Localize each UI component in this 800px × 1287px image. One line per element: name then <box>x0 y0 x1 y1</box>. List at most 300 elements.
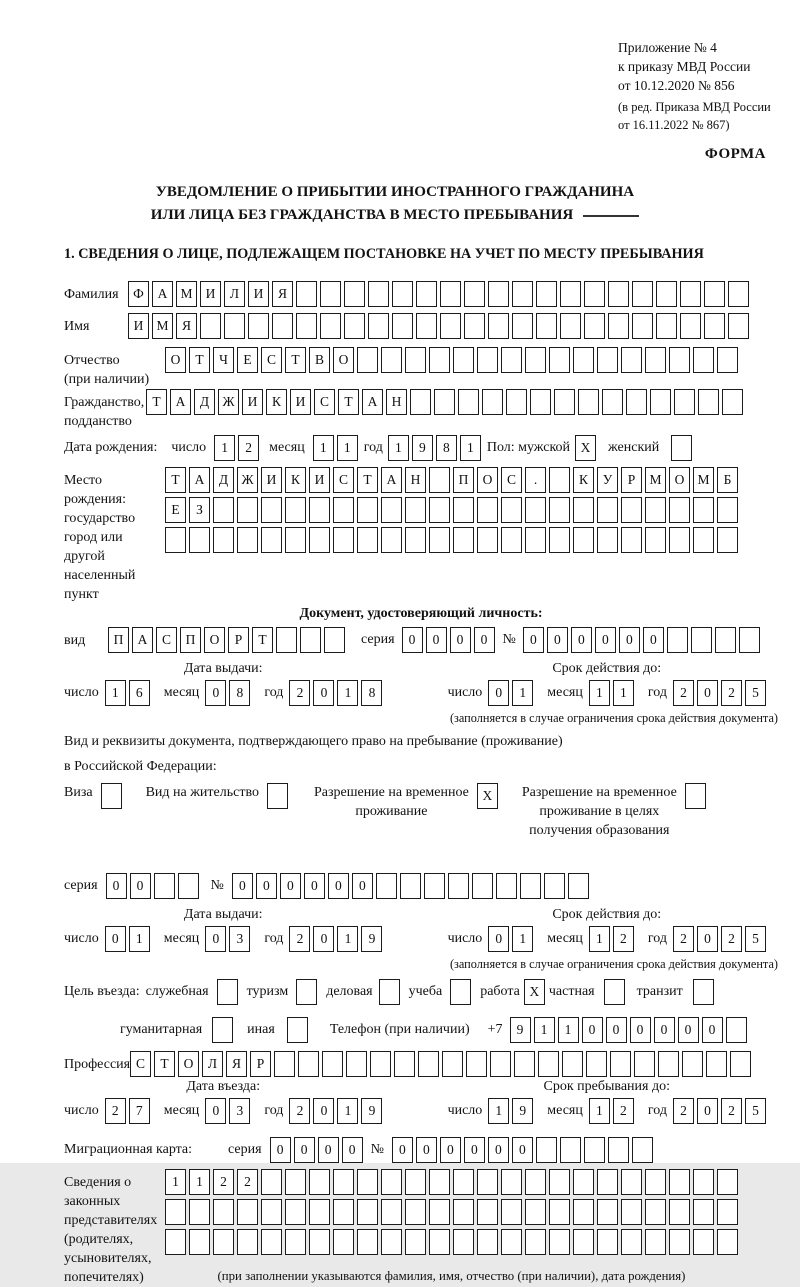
char-cell <box>549 347 570 373</box>
field-citizenship <box>64 389 778 431</box>
field-birth-date <box>64 433 778 463</box>
char-cell <box>322 1051 343 1077</box>
char-cell: . <box>525 467 546 493</box>
form-title <box>40 181 750 227</box>
char-cell <box>381 497 402 523</box>
char-cell: 0 <box>474 627 495 653</box>
char-cell: 0 <box>294 1137 315 1163</box>
char-cell: Д <box>194 389 215 415</box>
char-cell <box>578 389 599 415</box>
res-expiry-col: Срок действия до: число 0 1 месяц 1 2 год 2 0 2 5 <box>448 907 766 977</box>
char-cell: С <box>314 389 335 415</box>
char-cell <box>285 527 306 553</box>
char-cell: 1 <box>337 926 358 952</box>
char-cell <box>381 527 402 553</box>
char-cell: 1 <box>337 680 358 706</box>
char-cell: Е <box>237 347 258 373</box>
char-cell: О <box>165 347 186 373</box>
residence-doc-dates <box>64 907 778 977</box>
char-cell: И <box>309 467 330 493</box>
char-cell <box>645 1169 666 1195</box>
char-cell: 1 <box>313 435 334 461</box>
char-cell: С <box>156 627 177 653</box>
purpose-other-label: иная <box>247 1022 275 1037</box>
char-cell <box>645 497 666 523</box>
char-cell <box>584 281 605 307</box>
char-cell: 0 <box>106 873 127 899</box>
char-cell <box>267 783 288 809</box>
order-date-line: от 10.12.2020 № 856 <box>618 78 735 93</box>
birth-month-cells <box>313 435 358 461</box>
char-cell: 0 <box>105 926 126 952</box>
char-cell: Н <box>405 467 426 493</box>
char-cell <box>597 347 618 373</box>
sex-label: Пол: мужской <box>486 440 571 455</box>
char-cell <box>410 389 431 415</box>
res-number-label: № <box>210 878 224 893</box>
char-cell <box>501 1169 522 1195</box>
char-cell <box>448 873 469 899</box>
char-cell <box>261 1229 282 1255</box>
char-cell <box>442 1051 463 1077</box>
char-cell: 1 <box>512 926 533 952</box>
char-cell <box>248 313 269 339</box>
char-cell: С <box>333 467 354 493</box>
char-cell <box>458 389 479 415</box>
char-cell: 0 <box>643 627 664 653</box>
char-cell <box>298 1051 319 1077</box>
sex-male-checkbox <box>575 435 596 461</box>
char-cell <box>285 497 306 523</box>
char-cell: 0 <box>313 680 334 706</box>
res-number-cells <box>232 873 589 899</box>
char-cell: Т <box>338 389 359 415</box>
char-cell <box>562 1051 583 1077</box>
char-cell <box>344 281 365 307</box>
char-cell <box>477 1199 498 1225</box>
char-cell <box>717 497 738 523</box>
char-cell <box>632 1137 653 1163</box>
char-cell: 6 <box>129 680 150 706</box>
char-cell <box>586 1051 607 1077</box>
char-cell: 1 <box>534 1017 555 1043</box>
char-cell: Я <box>176 313 197 339</box>
char-cell: М <box>693 467 714 493</box>
char-cell: М <box>152 313 173 339</box>
char-cell <box>237 1229 258 1255</box>
title-blank-line <box>583 215 639 217</box>
char-cell <box>477 1169 498 1195</box>
char-cell <box>512 281 533 307</box>
char-cell <box>400 873 421 899</box>
char-cell <box>453 497 474 523</box>
char-cell <box>217 979 238 1005</box>
char-cell <box>357 1169 378 1195</box>
char-cell: Т <box>285 347 306 373</box>
char-cell <box>309 1169 330 1195</box>
char-cell <box>488 281 509 307</box>
char-cell <box>285 1169 306 1195</box>
char-cell <box>213 527 234 553</box>
char-cell <box>392 313 413 339</box>
phone-prefix: +7 <box>487 1022 503 1037</box>
char-cell <box>717 1199 738 1225</box>
char-cell <box>178 873 199 899</box>
purpose-study-checkbox <box>450 979 471 1005</box>
char-cell: А <box>132 627 153 653</box>
char-cell <box>165 1229 186 1255</box>
char-cell: З <box>189 497 210 523</box>
char-cell <box>669 527 690 553</box>
char-cell <box>429 467 450 493</box>
issue-heading: Дата выдачи: <box>183 661 263 676</box>
stay-year-cells <box>673 1098 766 1124</box>
char-cell: 2 <box>673 926 694 952</box>
day-label: число <box>171 440 207 455</box>
char-cell: 2 <box>289 680 310 706</box>
char-cell: Б <box>717 467 738 493</box>
char-cell: 1 <box>214 435 235 461</box>
profession-cells <box>130 1051 751 1077</box>
char-cell: 1 <box>589 680 610 706</box>
char-cell: И <box>128 313 149 339</box>
char-cell: П <box>453 467 474 493</box>
char-cell: А <box>362 389 383 415</box>
char-cell <box>693 1199 714 1225</box>
representatives-label: Сведения о законных представителях (родителях, усыновителях, попечителях) <box>64 1175 158 1285</box>
char-cell <box>549 1229 570 1255</box>
char-cell <box>344 313 365 339</box>
char-cell <box>554 389 575 415</box>
doc-number-cells <box>523 627 760 653</box>
char-cell <box>573 1169 594 1195</box>
char-cell <box>418 1051 439 1077</box>
char-cell <box>525 527 546 553</box>
char-cell: 0 <box>512 1137 533 1163</box>
char-cell <box>597 497 618 523</box>
char-cell: 1 <box>337 1098 358 1124</box>
char-cell <box>261 1169 282 1195</box>
char-cell: Я <box>226 1051 247 1077</box>
char-cell: 0 <box>547 627 568 653</box>
char-cell <box>370 1051 391 1077</box>
char-cell: 7 <box>129 1098 150 1124</box>
char-cell <box>213 1229 234 1255</box>
char-cell <box>453 347 474 373</box>
char-cell: 1 <box>105 680 126 706</box>
char-cell <box>472 873 493 899</box>
char-cell: 9 <box>361 926 382 952</box>
representatives-row2-cells <box>165 1199 738 1225</box>
char-cell: К <box>285 467 306 493</box>
purpose-business-checkbox <box>379 979 400 1005</box>
char-cell <box>691 627 712 653</box>
issue-year-cells <box>289 680 382 706</box>
char-cell <box>429 1169 450 1195</box>
char-cell: 2 <box>213 1169 234 1195</box>
char-cell: 2 <box>289 1098 310 1124</box>
char-cell <box>333 1169 354 1195</box>
char-cell <box>274 1051 295 1077</box>
char-cell: С <box>501 467 522 493</box>
char-cell: 2 <box>237 1169 258 1195</box>
birthplace-label: Место рождения: государство город или другой населенный пункт <box>64 473 136 602</box>
char-cell: К <box>266 389 287 415</box>
stay-month-cells <box>589 1098 634 1124</box>
purpose-study-label: учеба <box>408 984 443 999</box>
res-expiry-heading: Срок действия до: <box>552 907 662 922</box>
field-patronymic <box>64 347 778 389</box>
migration-card-label: Миграционная карта: <box>64 1142 193 1157</box>
char-cell: X <box>524 979 545 1005</box>
res-issue-month-cells <box>205 926 250 952</box>
purpose-private-checkbox <box>604 979 625 1005</box>
char-cell <box>512 313 533 339</box>
residence-intro-2: в Российской Федерации: <box>64 759 217 774</box>
char-cell: 2 <box>238 435 259 461</box>
char-cell <box>324 627 345 653</box>
char-cell: 1 <box>512 680 533 706</box>
char-cell <box>525 1199 546 1225</box>
option-residence-permit: Вид на жительство <box>146 783 288 809</box>
char-cell <box>346 1051 367 1077</box>
char-cell: Т <box>165 467 186 493</box>
char-cell <box>584 313 605 339</box>
char-cell: И <box>200 281 221 307</box>
char-cell <box>560 1137 581 1163</box>
char-cell <box>525 497 546 523</box>
char-cell: 0 <box>440 1137 461 1163</box>
char-cell: 0 <box>595 627 616 653</box>
char-cell <box>645 347 666 373</box>
char-cell <box>715 627 736 653</box>
char-cell <box>477 1229 498 1255</box>
surname-cells <box>128 281 749 307</box>
char-cell <box>634 1051 655 1077</box>
char-cell <box>405 1229 426 1255</box>
purpose-work-label: работа <box>480 984 520 999</box>
expiry-month-cells <box>589 680 634 706</box>
char-cell <box>261 497 282 523</box>
char-cell: Л <box>224 281 245 307</box>
purpose-work-checkbox <box>524 979 545 1005</box>
char-cell <box>309 527 330 553</box>
char-cell <box>722 389 743 415</box>
res-expiry-year-cells <box>673 926 766 952</box>
char-cell <box>621 497 642 523</box>
field-profession <box>64 1051 778 1077</box>
char-cell <box>693 1169 714 1195</box>
char-cell: 0 <box>328 873 349 899</box>
char-cell <box>650 389 671 415</box>
char-cell <box>506 389 527 415</box>
char-cell <box>405 1199 426 1225</box>
char-cell: 2 <box>613 926 634 952</box>
char-cell: 0 <box>697 680 718 706</box>
char-cell: 2 <box>721 1098 742 1124</box>
purpose-official-label: служебная <box>145 984 209 999</box>
char-cell: 2 <box>613 1098 634 1124</box>
birthplace-cells-rows <box>165 467 738 553</box>
entry-year-cells <box>289 1098 382 1124</box>
char-cell <box>525 347 546 373</box>
char-cell <box>573 347 594 373</box>
residence-doc-series-row <box>64 871 778 901</box>
edu-residence-checkbox <box>685 783 706 809</box>
forma-label: ФОРМА <box>704 146 766 162</box>
field-name <box>64 313 778 339</box>
char-cell <box>405 527 426 553</box>
char-cell <box>424 873 445 899</box>
char-cell: М <box>645 467 666 493</box>
entry-month-cells <box>205 1098 250 1124</box>
representatives-row1-cells <box>165 1169 738 1195</box>
name-label: Имя <box>64 319 90 334</box>
char-cell <box>357 497 378 523</box>
char-cell <box>237 527 258 553</box>
char-cell <box>101 783 122 809</box>
char-cell <box>669 1169 690 1195</box>
char-cell <box>698 389 719 415</box>
char-cell <box>626 389 647 415</box>
char-cell: Р <box>250 1051 271 1077</box>
patronymic-label: Отчество (при наличии) <box>64 353 150 387</box>
char-cell <box>333 527 354 553</box>
char-cell: 8 <box>361 680 382 706</box>
char-cell: 3 <box>229 1098 250 1124</box>
identity-expiry-col: Срок действия до: число 0 1 месяц 1 1 год 2 0 2 5 <box>448 661 766 729</box>
sex-female-checkbox <box>671 435 692 461</box>
char-cell: 0 <box>426 627 447 653</box>
char-cell <box>488 313 509 339</box>
char-cell <box>224 313 245 339</box>
char-cell <box>189 1229 210 1255</box>
char-cell <box>296 281 317 307</box>
char-cell: 0 <box>654 1017 675 1043</box>
char-cell <box>368 313 389 339</box>
char-cell <box>608 281 629 307</box>
char-cell: С <box>130 1051 151 1077</box>
doc-series-cells <box>402 627 495 653</box>
char-cell <box>536 1137 557 1163</box>
char-cell: В <box>309 347 330 373</box>
char-cell <box>272 313 293 339</box>
char-cell <box>429 347 450 373</box>
char-cell <box>560 313 581 339</box>
char-cell: О <box>333 347 354 373</box>
char-cell: П <box>180 627 201 653</box>
char-cell <box>285 1229 306 1255</box>
stay-until-col: Срок пребывания до: число 1 9 месяц 1 2 год 2 0 2 5 <box>448 1079 766 1131</box>
char-cell <box>357 1229 378 1255</box>
char-cell <box>440 313 461 339</box>
char-cell <box>568 873 589 899</box>
char-cell: О <box>204 627 225 653</box>
char-cell: 1 <box>129 926 150 952</box>
char-cell <box>333 1229 354 1255</box>
res-series-label: серия <box>64 878 98 893</box>
char-cell <box>309 497 330 523</box>
char-cell <box>405 1169 426 1195</box>
char-cell <box>645 1229 666 1255</box>
char-cell <box>549 527 570 553</box>
char-cell <box>669 1229 690 1255</box>
char-cell <box>573 497 594 523</box>
char-cell: 0 <box>488 926 509 952</box>
birth-year-cells <box>388 435 481 461</box>
char-cell: 1 <box>589 1098 610 1124</box>
char-cell <box>632 313 653 339</box>
char-cell <box>621 1199 642 1225</box>
char-cell: 2 <box>105 1098 126 1124</box>
char-cell <box>597 1169 618 1195</box>
char-cell <box>200 313 221 339</box>
doc-number-label: № <box>502 632 516 647</box>
char-cell <box>693 497 714 523</box>
char-cell <box>693 979 714 1005</box>
char-cell <box>549 1169 570 1195</box>
char-cell: А <box>381 467 402 493</box>
char-cell: 0 <box>697 1098 718 1124</box>
char-cell <box>536 281 557 307</box>
char-cell <box>680 313 701 339</box>
char-cell: Л <box>202 1051 223 1077</box>
char-cell <box>621 1229 642 1255</box>
doc-series-label: серия <box>361 632 395 647</box>
char-cell <box>453 1169 474 1195</box>
char-cell <box>597 1199 618 1225</box>
char-cell: Я <box>272 281 293 307</box>
char-cell <box>213 497 234 523</box>
char-cell <box>717 527 738 553</box>
char-cell: И <box>242 389 263 415</box>
mc-series-label: серия <box>228 1142 262 1157</box>
purpose-other-checkbox <box>287 1017 308 1043</box>
char-cell <box>189 1199 210 1225</box>
char-cell: 0 <box>270 1137 291 1163</box>
residence-doc-options <box>64 783 778 863</box>
char-cell: 0 <box>464 1137 485 1163</box>
char-cell <box>381 1199 402 1225</box>
char-cell: Т <box>189 347 210 373</box>
char-cell <box>300 627 321 653</box>
field-representatives <box>64 1169 778 1287</box>
char-cell <box>685 783 706 809</box>
char-cell <box>296 979 317 1005</box>
char-cell: 1 <box>337 435 358 461</box>
char-cell <box>501 1229 522 1255</box>
char-cell <box>610 1051 631 1077</box>
birthplace-row2-cells <box>165 497 738 523</box>
char-cell: 0 <box>205 1098 226 1124</box>
char-cell: Д <box>213 467 234 493</box>
char-cell <box>621 347 642 373</box>
profession-label: Профессия <box>64 1057 131 1072</box>
char-cell <box>728 313 749 339</box>
migration-card-row <box>64 1135 778 1165</box>
char-cell <box>667 627 688 653</box>
char-cell <box>154 873 175 899</box>
identity-issue-col: Дата выдачи: число 1 6 месяц 0 8 год 2 0 1 8 <box>64 661 382 729</box>
char-cell <box>333 497 354 523</box>
char-cell <box>602 389 623 415</box>
char-cell <box>669 347 690 373</box>
expiry-note: (заполняется в случае ограничения срока действия документа) <box>449 711 778 725</box>
char-cell <box>429 1229 450 1255</box>
char-cell: 1 <box>613 680 634 706</box>
char-cell <box>549 497 570 523</box>
char-cell: И <box>261 467 282 493</box>
